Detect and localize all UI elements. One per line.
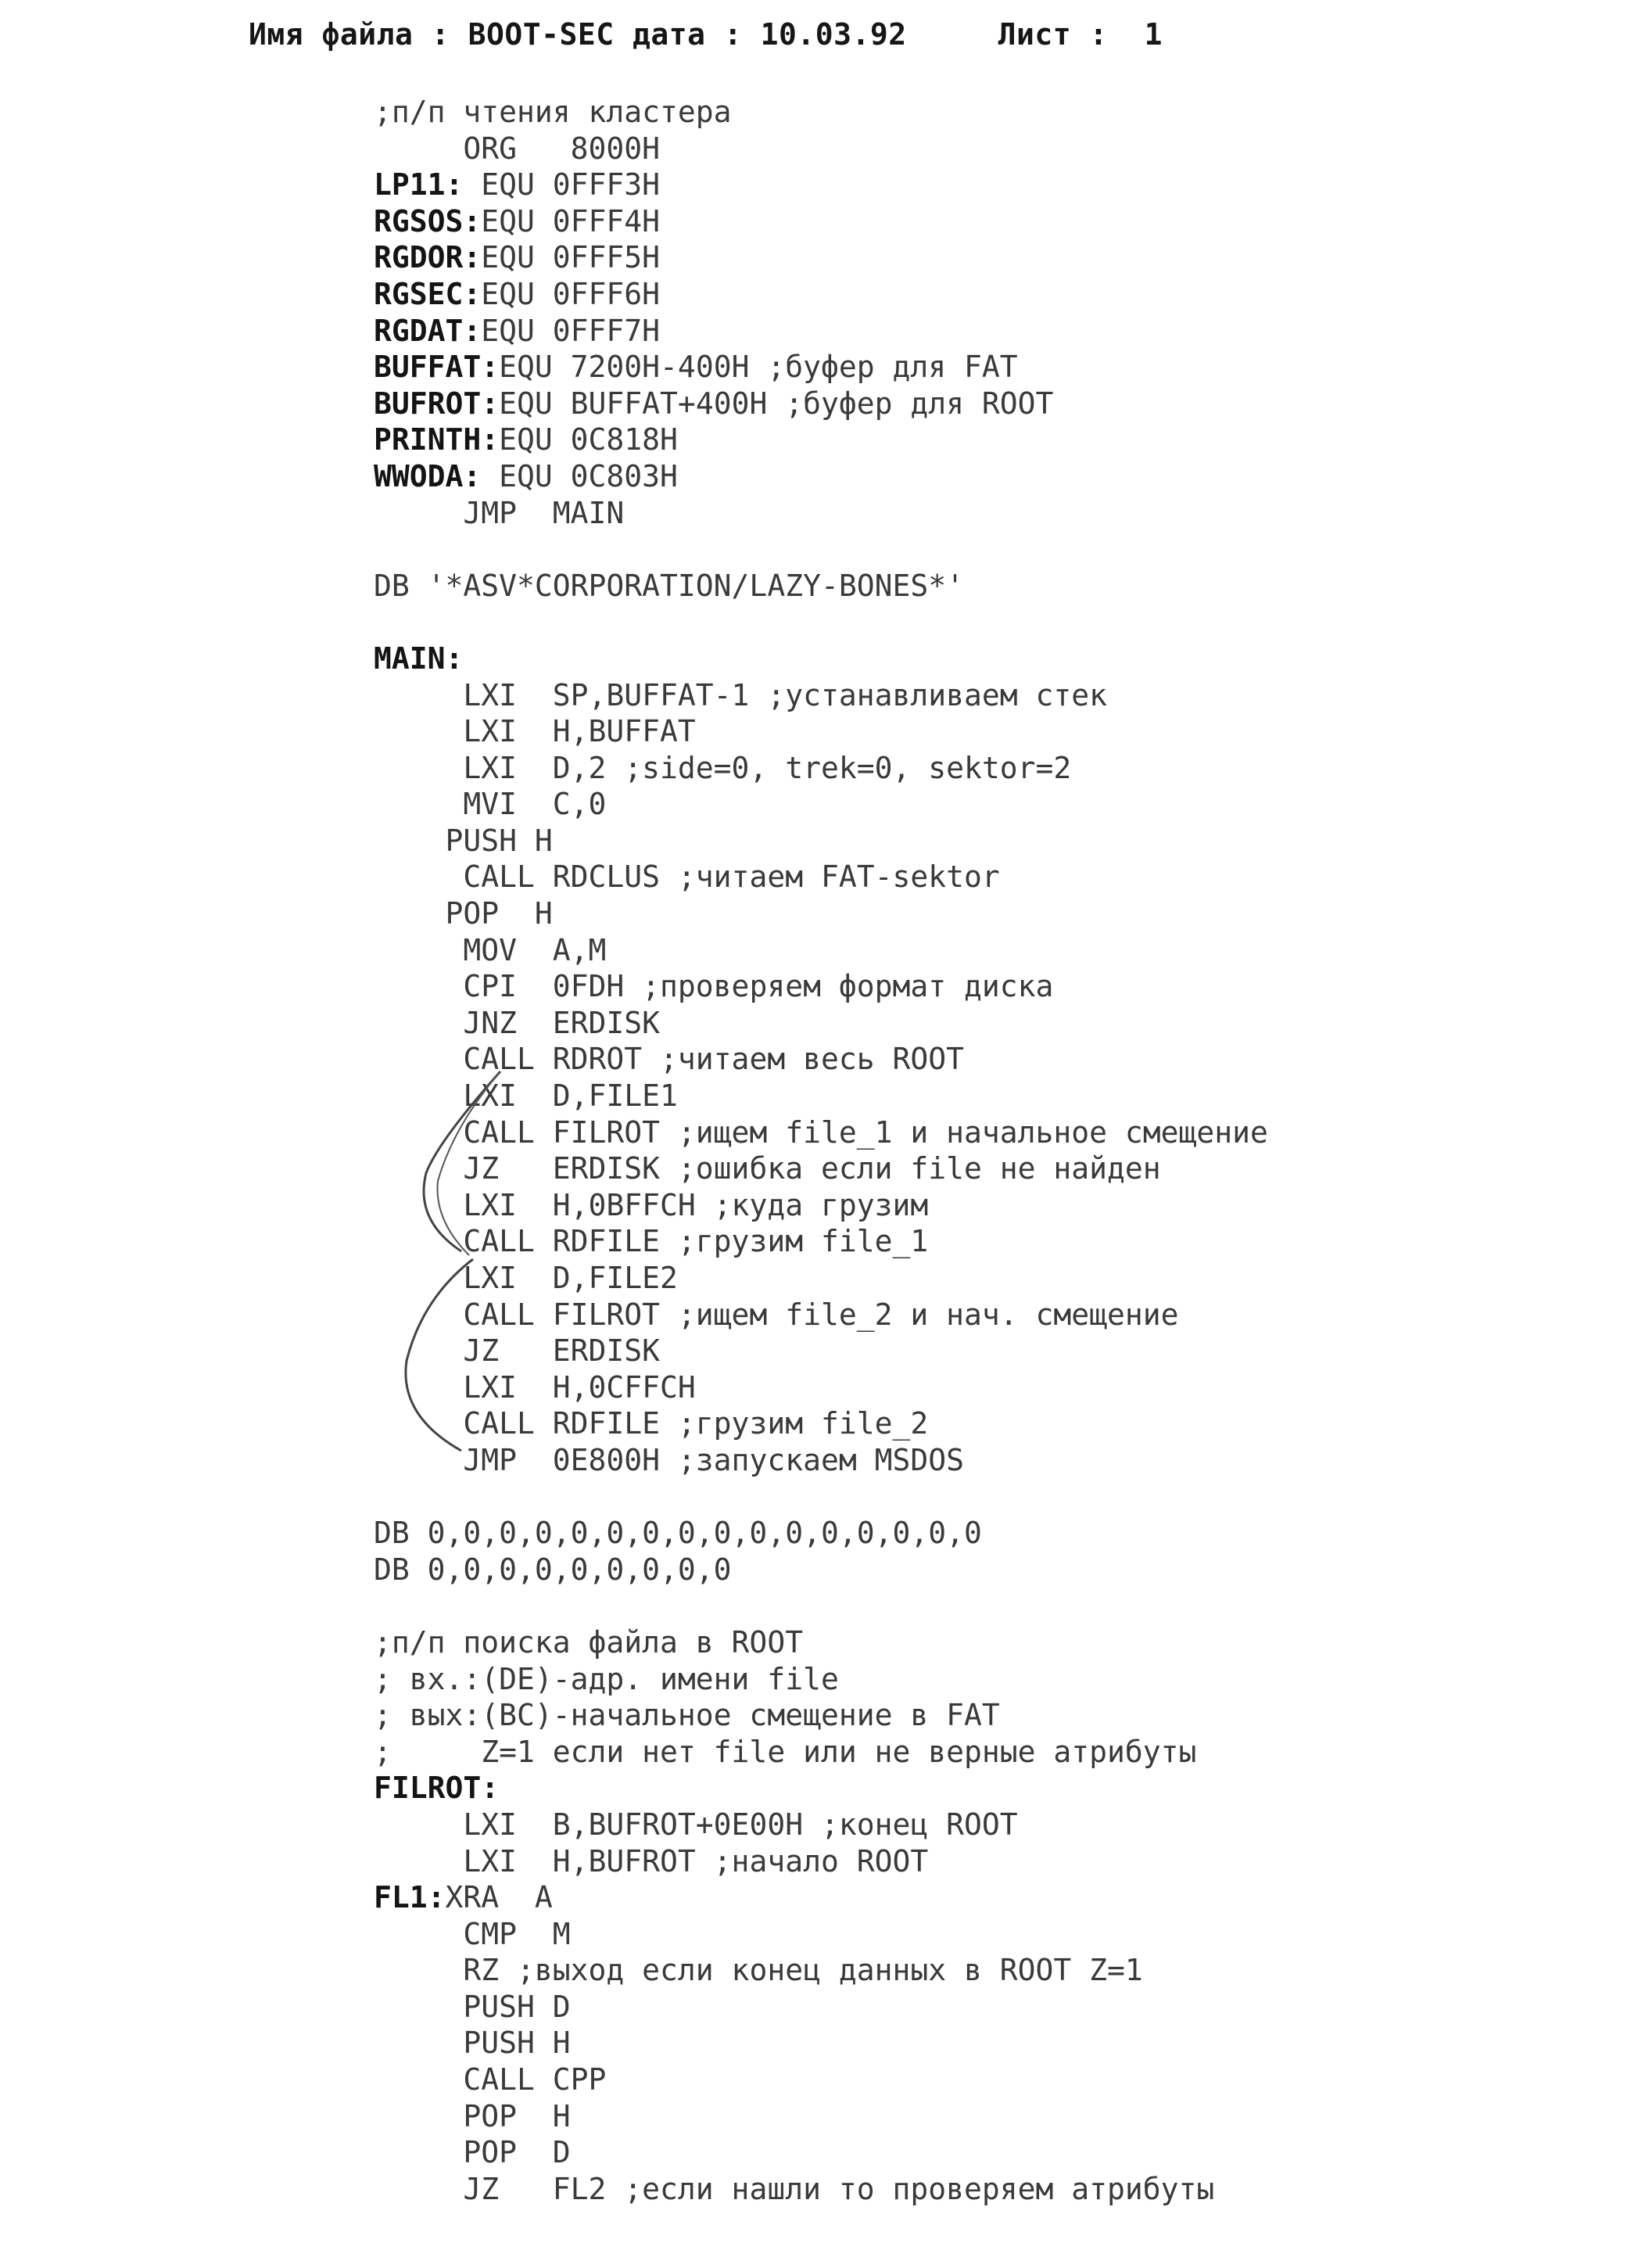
code-indent [374,1224,463,1258]
code-line [374,1187,1625,1224]
code-line [374,750,1625,787]
code-text: LXI D,FILE1 [463,1078,678,1114]
code-text: DB 0,0,0,0,0,0,0,0,0 [374,1552,732,1587]
code-listing [374,94,1625,2207]
code-line [374,968,1625,1005]
code-line [374,859,1625,895]
code-indent [374,1188,463,1222]
code-line [374,1770,1625,1807]
code-indent [374,496,463,530]
code-indent [374,1261,463,1295]
code-line [374,1916,1625,1953]
code-label: FILROT: [374,1771,500,1806]
code-indent [374,751,463,785]
code-text: CALL RDFILE ;грузим file_1 [463,1224,929,1259]
code-line [374,1479,1625,1516]
code-line [374,458,1625,495]
code-text: CALL FILROT ;ищем file_2 и нач. смещение [463,1297,1179,1332]
code-line [374,1333,1625,1369]
code-line [374,1624,1625,1661]
code-line [374,1989,1625,2026]
code-text: EQU 0C803H [481,458,678,493]
code-indent [374,859,463,894]
code-line [374,1661,1625,1698]
code-text: RZ ;выход если конец данных в ROOT Z=1 [463,1953,1143,1988]
code-line [374,1442,1625,1479]
code-line [374,1369,1625,1406]
code-text: LXI D,2 ;side=0, trek=0, sektor=2 [463,750,1072,785]
code-line [374,422,1625,458]
code-text: POP D [463,2135,571,2170]
code-line [374,1005,1625,1042]
code-text: EQU 0FFF5H [481,240,661,275]
code-text: PUSH H [463,2026,571,2061]
code-text: EQU 0FFF6H [481,276,661,311]
code-text: CALL RDFILE ;грузим file_2 [463,1406,929,1441]
code-text: LXI B,BUFROT+0E00H ;конец ROOT [463,1807,1018,1842]
code-text: EQU 0FFF4H [481,203,661,239]
code-text: ; вых:(BC)-начальное смещение в FAT [374,1698,1000,1733]
page-header [249,17,1163,64]
code-line [374,641,1625,677]
code-indent [374,2062,463,2097]
code-text: LXI SP,BUFFAT-1 ;устанавливаем стек [463,677,1107,712]
code-line [374,495,1625,532]
code-label: RGSOS: [374,203,482,239]
code-text: LXI H,0CFFCH [463,1369,696,1405]
code-indent [374,1917,463,1951]
code-line [374,386,1625,422]
code-indent [374,1406,463,1441]
code-line [374,131,1625,167]
code-line [374,823,1625,859]
sheet-label: Лист : [998,17,1108,52]
code-text: CALL CPP [463,2062,607,2098]
code-text: PUSH D [463,1989,571,2024]
code-text: JZ FL2 ;если нашли то проверяем атрибуты [463,2171,1215,2206]
code-line [374,1807,1625,1843]
code-indent [374,2135,463,2169]
code-line [374,203,1625,240]
code-line [374,1588,1625,1624]
code-line [374,2062,1625,2098]
code-line [374,313,1625,350]
code-label: PRINTH: [374,422,500,458]
code-text: EQU 7200H-400H ;буфер для FAT [499,350,1018,385]
code-text: JMP 0E800H ;запускаем MSDOS [463,1442,964,1477]
code-label: LP11: [374,167,464,203]
code-text: MVI C,0 [463,787,607,822]
file-label: Имя файла : [249,17,450,52]
code-indent [374,1333,463,1368]
code-text: EQU 0C818H [499,422,678,458]
file-name: BOOT-SEC [468,17,615,52]
code-indent [374,714,463,748]
code-line [374,1952,1625,1989]
code-text: ;п/п чтения кластера [374,95,732,129]
code-label: MAIN: [374,641,464,676]
code-line [374,531,1625,568]
code-indent [374,787,463,821]
code-indent [374,1953,463,1987]
code-text: ; вх.:(DE)-адр. имени file [374,1661,839,1696]
code-indent [374,1297,463,1332]
code-text: PUSH H [445,823,553,858]
code-line [374,2025,1625,2062]
code-label: RGSEC: [374,276,482,311]
code-line [374,2098,1625,2135]
code-text: CALL RDCLUS ;читаем FAT-sektor [463,859,1000,895]
code-line [374,713,1625,750]
code-text: LXI D,FILE2 [463,1261,678,1295]
sheet-value: 1 [1144,17,1163,52]
code-line [374,1260,1625,1297]
code-text: ORG 8000H [463,131,661,166]
code-text: EQU 0FFF3H [463,167,661,203]
code-line [374,1552,1625,1588]
code-indent [374,969,463,1003]
code-label: WWODA: [374,458,482,493]
code-text: POP H [463,2098,571,2133]
code-indent [374,1115,463,1150]
code-text: CPI 0FDH ;проверяем формат диска [463,969,1054,1004]
code-indent [374,1844,463,1879]
code-indent [374,1151,463,1186]
code-text: DB '*ASV*CORPORATION/LAZY-BONES*' [374,568,964,603]
code-text: CALL RDROT ;читаем весь ROOT [463,1042,964,1077]
code-label: RGDOR: [374,240,482,275]
code-text: JMP MAIN [463,495,625,530]
code-text: POP H [445,896,553,931]
code-text: EQU BUFFAT+400H ;буфер для ROOT [499,386,1054,421]
code-indent [374,1370,463,1405]
code-line [374,1734,1625,1771]
code-text: CMP M [463,1916,571,1951]
code-indent [374,1443,463,1477]
code-line [374,677,1625,714]
code-text: JNZ ERDISK [463,1005,661,1040]
code-text: JZ ERDISK [463,1333,661,1369]
code-line [374,2134,1625,2171]
code-line [374,604,1625,641]
code-line [374,1515,1625,1552]
code-text: EQU 0FFF7H [481,313,661,348]
code-text: ; Z=1 если нет file или не верные атрибуты [374,1734,1197,1769]
code-line [374,2171,1625,2208]
code-text: LXI H,BUFFAT [463,714,696,749]
date-value: 10.03.92 [760,17,907,52]
code-line [374,276,1625,313]
code-label: FL1: [374,1880,446,1915]
code-indent [374,1042,463,1076]
code-line [374,94,1625,131]
code-line [374,1879,1625,1916]
code-indent [374,1006,463,1040]
code-text: DB 0,0,0,0,0,0,0,0,0,0,0,0,0,0,0,0 [374,1516,982,1551]
code-text: MOV A,M [463,932,607,967]
code-indent [374,2099,463,2133]
code-line [374,167,1625,203]
code-text: JZ ERDISK ;ошибка если file не найден [463,1151,1161,1186]
code-line [374,239,1625,276]
code-indent [374,2026,463,2060]
code-text: XRA A [445,1880,553,1915]
code-indent [374,896,446,931]
code-text: LXI H,0BFFCH ;куда грузим [463,1187,929,1222]
code-indent [374,678,463,712]
code-indent [374,131,463,166]
code-line [374,1078,1625,1114]
code-line [374,895,1625,932]
code-indent [374,1078,463,1113]
code-label: RGDAT: [374,313,482,348]
code-text: LXI H,BUFROT ;начало ROOT [463,1843,929,1879]
code-line [374,932,1625,969]
code-line [374,1405,1625,1442]
code-indent [374,2172,463,2206]
code-line [374,568,1625,605]
date-label: дата : [632,17,743,52]
code-text: CALL FILROT ;ищем file_1 и начальное смещение [463,1114,1268,1150]
code-line [374,1697,1625,1734]
code-text: ;п/п поиска файла в ROOT [374,1624,804,1660]
code-line [374,1041,1625,1078]
code-line [374,1150,1625,1187]
code-indent [374,1807,463,1842]
code-line [374,1114,1625,1151]
code-line [374,1843,1625,1880]
code-line [374,349,1625,386]
code-label: BUFFAT: [374,350,500,385]
code-indent [374,1990,463,2024]
code-label: BUFROT: [374,386,500,421]
code-line [374,1297,1625,1333]
code-line [374,1223,1625,1260]
code-line [374,786,1625,823]
code-indent [374,933,463,967]
code-indent [374,824,446,858]
